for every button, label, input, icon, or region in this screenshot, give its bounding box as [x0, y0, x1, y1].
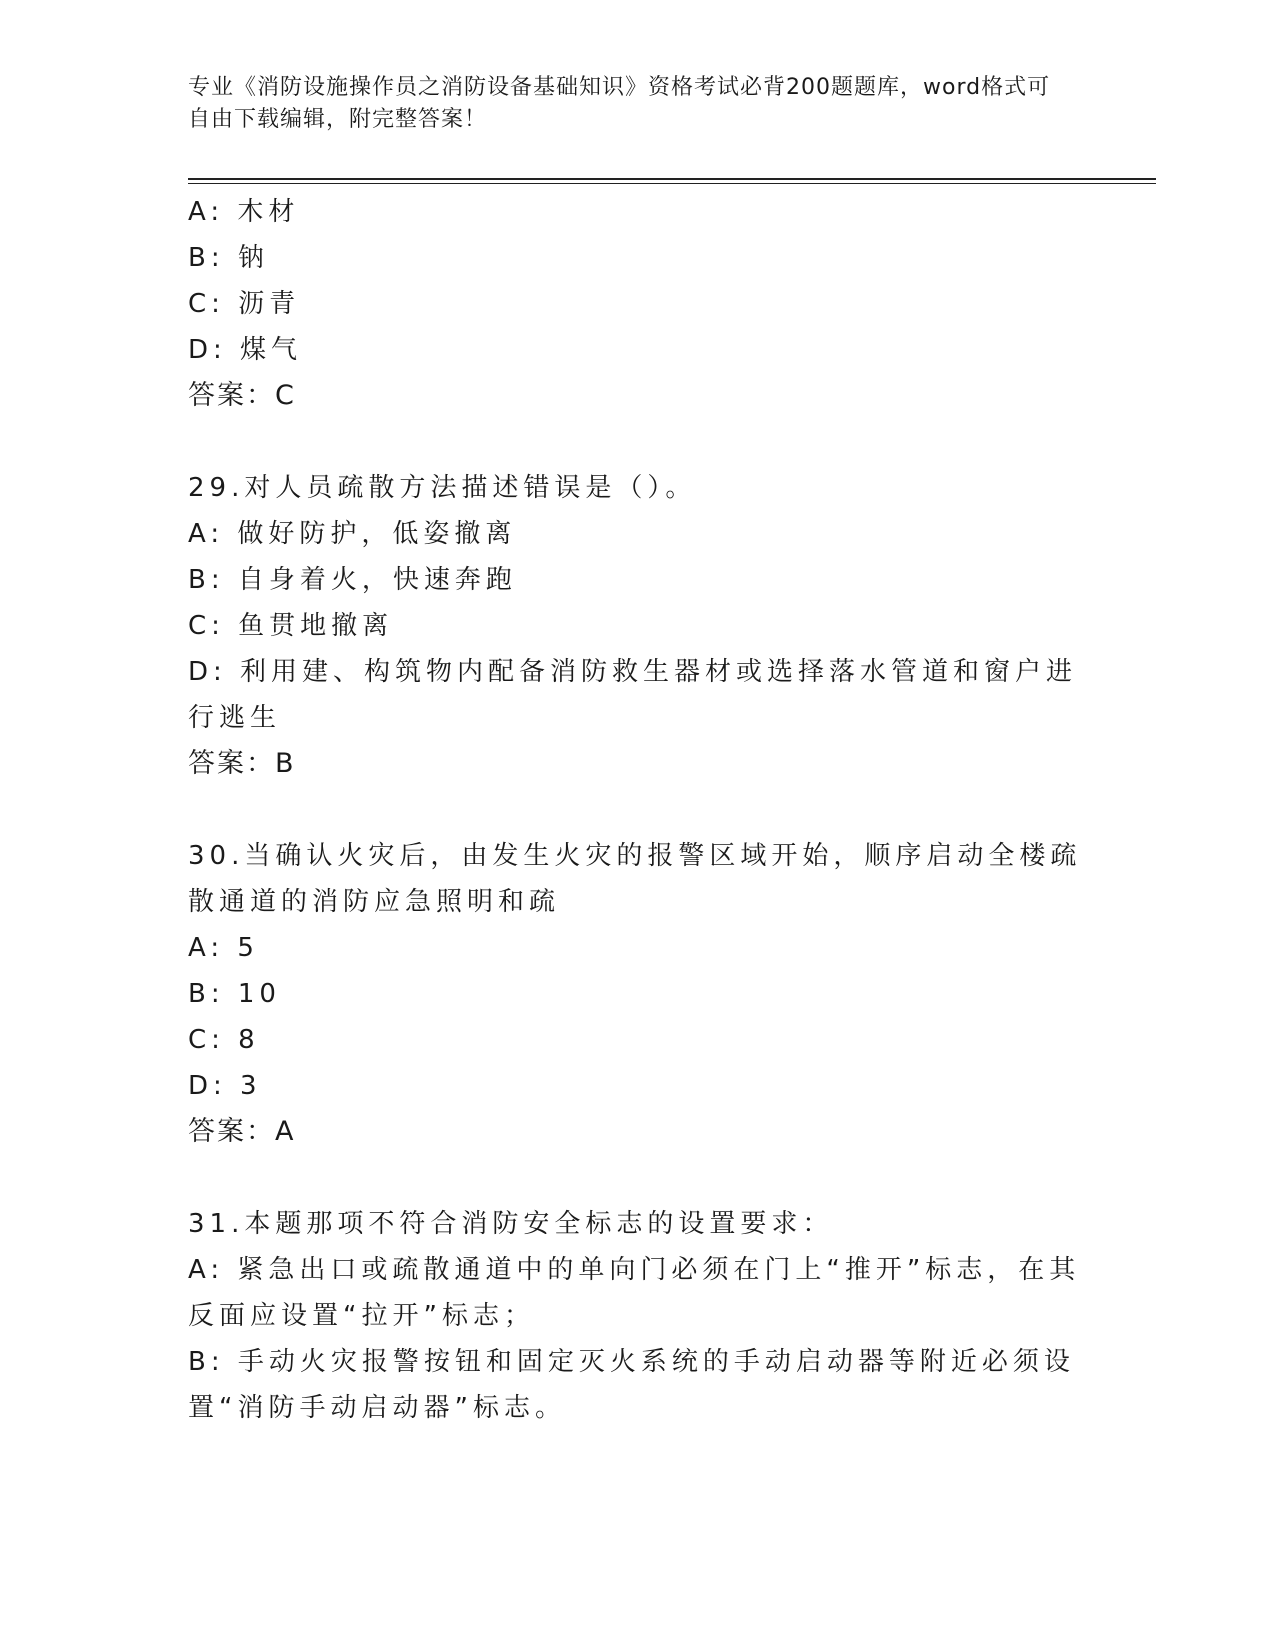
option-d: D: 煤气: [188, 335, 303, 365]
header-divider-thin: [188, 183, 1156, 184]
option-d: D: 利用建、构筑物内配备消防救生器材或选择落水管道和窗户进行逃生: [188, 657, 1078, 733]
option-a: A: 木材: [188, 197, 300, 227]
answer: 答案：B: [188, 748, 296, 779]
option-b: B: 手动火灾报警按钮和固定灭火系统的手动启动器等附近必须设置“消防手动启动器”标志。: [188, 1347, 1075, 1423]
question-text: 31.本题那项不符合消防安全标志的设置要求：: [188, 1209, 834, 1239]
document-body: [188, 189, 1088, 1431]
option-a: A: 5: [188, 933, 259, 963]
question-30: [188, 833, 1088, 1155]
question-text: 30.当确认火灾后，由发生火灾的报警区域开始，顺序启动全楼疏散通道的消防应急照明和疏: [188, 841, 1082, 917]
option-d: D: 3: [188, 1071, 262, 1101]
question-31: [188, 1201, 1088, 1431]
option-b: B: 自身着火，快速奔跑: [188, 565, 517, 595]
answer: 答案：C: [188, 380, 296, 411]
option-b: B: 钠: [188, 243, 269, 273]
document-header: 专业《消防设施操作员之消防设备基础知识》资格考试必背200题题库，word格式可自由下载编辑，附完整答案！: [188, 75, 1051, 132]
option-c: C: 8: [188, 1025, 260, 1055]
option-a: A: 做好防护，低姿撤离: [188, 519, 517, 549]
question-text: 29.对人员疏散方法描述错误是（）。: [188, 473, 697, 503]
option-c: C: 沥青: [188, 289, 301, 319]
option-c: C: 鱼贯地撤离: [188, 611, 394, 641]
question-28: [188, 189, 1088, 419]
option-a: A: 紧急出口或疏散通道中的单向门必须在门上“推开”标志，在其反面应设置“拉开”标志；: [188, 1255, 1081, 1331]
header-divider-thick: [188, 178, 1156, 180]
question-29: [188, 465, 1088, 787]
option-b: B: 10: [188, 979, 281, 1009]
answer: 答案：A: [188, 1116, 296, 1147]
